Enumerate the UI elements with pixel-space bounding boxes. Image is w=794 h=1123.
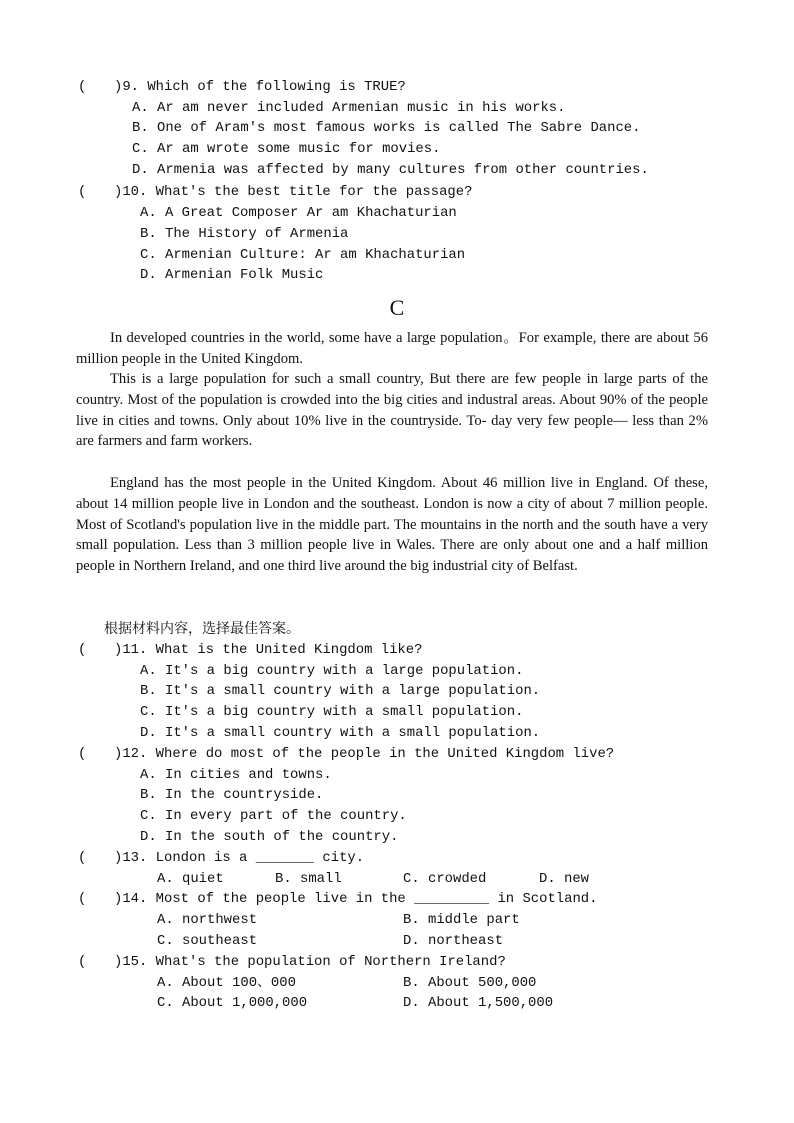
option-b[interactable]: B. In the countryside. — [140, 787, 324, 803]
answer-blank[interactable]: ( — [78, 954, 87, 970]
option-a[interactable]: A. It's a big country with a large population. — [140, 663, 524, 679]
passage-paragraph-2: This is a large population for such a small country, But there are few people in large parts of the country. Most of the population is crowded into the big cities and industral areas. About 90% of the people live in cities and towns. Only about 10% live in the countryside. To- day very few people— less than 2% are farmers and farm workers. — [76, 371, 708, 450]
answer-blank[interactable]: ( — [78, 746, 87, 762]
option-a[interactable]: A. quiet — [157, 871, 224, 887]
option-a[interactable]: A. About 100、000 — [157, 975, 296, 991]
passage-paragraph-1: In developed countries in the world, some have a large population。For example, there are about 56 million people in the United Kingdom. — [76, 330, 708, 367]
option-b[interactable]: B. small — [275, 871, 342, 887]
question-stem: )12. Where do most of the people in the United Kingdom live? — [114, 746, 615, 762]
instruction-text: 根据材料内容，选择最佳答案。 — [104, 621, 300, 637]
answer-blank[interactable]: ( — [78, 891, 87, 907]
option-b[interactable]: B. It's a small country with a large population. — [140, 683, 541, 699]
options-row — [157, 869, 717, 889]
question-15 — [78, 952, 506, 972]
option-a[interactable]: A. Ar am never included Armenian music in his works. — [132, 100, 566, 116]
question-stem: )13. London is a _______ city. — [114, 850, 365, 866]
option-c[interactable]: C. It's a big country with a small population. — [140, 704, 524, 720]
option-d[interactable]: D. In the south of the country. — [140, 829, 399, 845]
option-b[interactable]: B. The History of Armenia — [140, 226, 349, 242]
question-stem: )15. What's the population of Northern Ireland? — [114, 954, 506, 970]
option-d[interactable]: D. Armenian Folk Music — [140, 267, 324, 283]
option-d[interactable]: D. About 1,500,000 — [403, 995, 554, 1011]
option-c[interactable]: C. In every part of the country. — [140, 808, 407, 824]
question-stem: )14. Most of the people live in the _________ in Scotland. — [114, 891, 598, 907]
option-b[interactable]: B. middle part — [403, 912, 520, 928]
option-a[interactable]: A. In cities and towns. — [140, 767, 332, 783]
option-b[interactable]: B. About 500,000 — [403, 975, 537, 991]
question-13 — [78, 848, 364, 868]
option-d[interactable]: D. It's a small country with a small population. — [140, 725, 541, 741]
answer-blank[interactable]: ( — [78, 642, 87, 658]
options-row — [157, 973, 717, 993]
options-row — [157, 993, 717, 1013]
question-12 — [78, 744, 614, 764]
option-a[interactable]: A. A Great Composer Ar am Khachaturian — [140, 205, 457, 221]
question-stem: )9. Which of the following is TRUE? — [114, 79, 406, 95]
question-9 — [78, 77, 406, 97]
option-d[interactable]: D. Armenia was affected by many cultures from other countries. — [132, 162, 649, 178]
passage-paragraph-3: England has the most people in the United Kingdom. About 46 million live in England. Of these, about 14 million people live in London and the southeast. London is now a city of about 7 million people. Most of Scotland's population live in the middle part. The mountains in the north and the south have a very small population. Less than 3 million people live in Wales. There are only about one and a half million people in Northern Ireland, and one third live around the big industrial city of Belfast. — [76, 475, 708, 575]
option-c[interactable]: C. Armenian Culture: Ar am Khachaturian — [140, 247, 466, 263]
question-10 — [78, 182, 472, 202]
option-c[interactable]: C. About 1,000,000 — [157, 995, 308, 1011]
option-b[interactable]: B. One of Aram's most famous works is called The Sabre Dance. — [132, 120, 641, 136]
question-14 — [78, 889, 597, 909]
option-a[interactable]: A. northwest — [157, 912, 258, 928]
question-stem: )10. What's the best title for the passage? — [114, 184, 473, 200]
answer-blank[interactable]: ( — [78, 79, 87, 95]
option-c[interactable]: C. crowded — [403, 871, 487, 887]
options-row — [157, 931, 717, 951]
option-d[interactable]: D. new — [539, 871, 590, 887]
question-11 — [78, 640, 422, 660]
answer-blank[interactable]: ( — [78, 850, 87, 866]
section-title: C — [389, 295, 405, 320]
question-stem: )11. What is the United Kingdom like? — [114, 642, 423, 658]
option-c[interactable]: C. Ar am wrote some music for movies. — [132, 141, 441, 157]
option-d[interactable]: D. northeast — [403, 933, 504, 949]
options-row — [157, 910, 717, 930]
option-c[interactable]: C. southeast — [157, 933, 258, 949]
answer-blank[interactable]: ( — [78, 184, 87, 200]
